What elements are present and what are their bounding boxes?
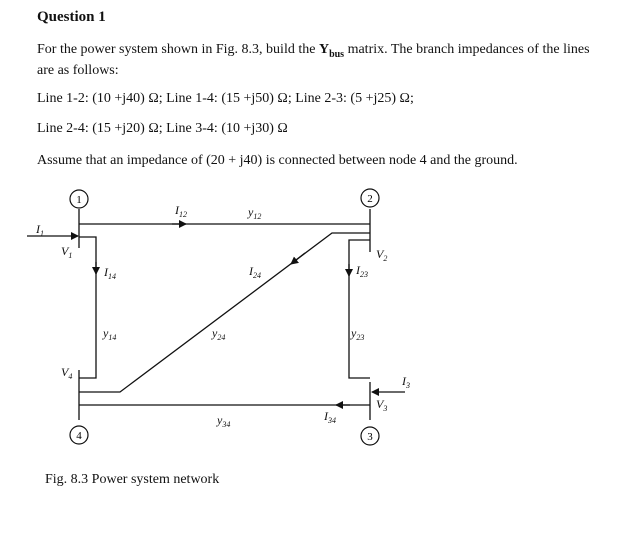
label-v4: $V_4$ [61,365,73,381]
label-i24: $I_{24}$ [249,264,261,280]
label-y34: $y_{34}$ [217,413,231,429]
line-impedances-row-2: Line 2-4: (15 +j20) Ω; Line 3-4: (10 +j30) Ω [37,121,288,136]
figure-caption: Fig. 8.3 Power system network [45,472,220,487]
node-4-label: 4 [76,430,82,442]
label-i23: $I_{23}$ [356,263,368,279]
node-4 [70,426,88,444]
label-v1: $V_1$ [61,244,73,260]
ybus-sub: bus [329,48,345,60]
label-y12: $y_{12}$ [248,205,262,221]
ybus-main: Y [318,42,330,57]
label-y23: $y_{23}$ [351,326,365,342]
current-arrow-i24 [291,253,305,264]
question-title: Question 1 [37,9,106,25]
intro-text-after: matrix. The branch impedances of the lines are as follows: [37,42,590,78]
label-y14: $y_{14}$ [103,326,117,342]
node-2 [361,189,379,207]
label-i14: $I_{14}$ [104,265,116,281]
line-impedances-row-1: Line 1-2: (10 +j40) Ω; Line 1-4: (15 +j50) Ω; Line 2-3: (5 +j25) Ω; [37,91,414,106]
ground-impedance-assumption: Assume that an impedance of (20 + j40) is connected between node 4 and the ground. [37,153,518,168]
label-i34: $I_{34}$ [324,409,336,425]
node-2-label: 2 [367,193,373,205]
label-i3: $I_3$ [402,374,410,390]
line-2-4 [79,233,370,392]
line-1-4 [79,237,96,378]
node-3 [361,427,379,445]
intro-text-before: For the power system shown in Fig. 8.3, build the [37,42,319,57]
label-i12: $I_{12}$ [175,203,187,219]
node-3-label: 3 [367,431,373,443]
node-1 [70,190,88,208]
label-y24: $y_{24}$ [212,326,226,342]
line-2-3 [349,240,370,378]
label-v2: $V_2$ [376,247,388,263]
node-1-label: 1 [76,194,82,206]
label-i1: $I_1$ [36,222,44,238]
label-v3: $V_3$ [376,397,388,413]
